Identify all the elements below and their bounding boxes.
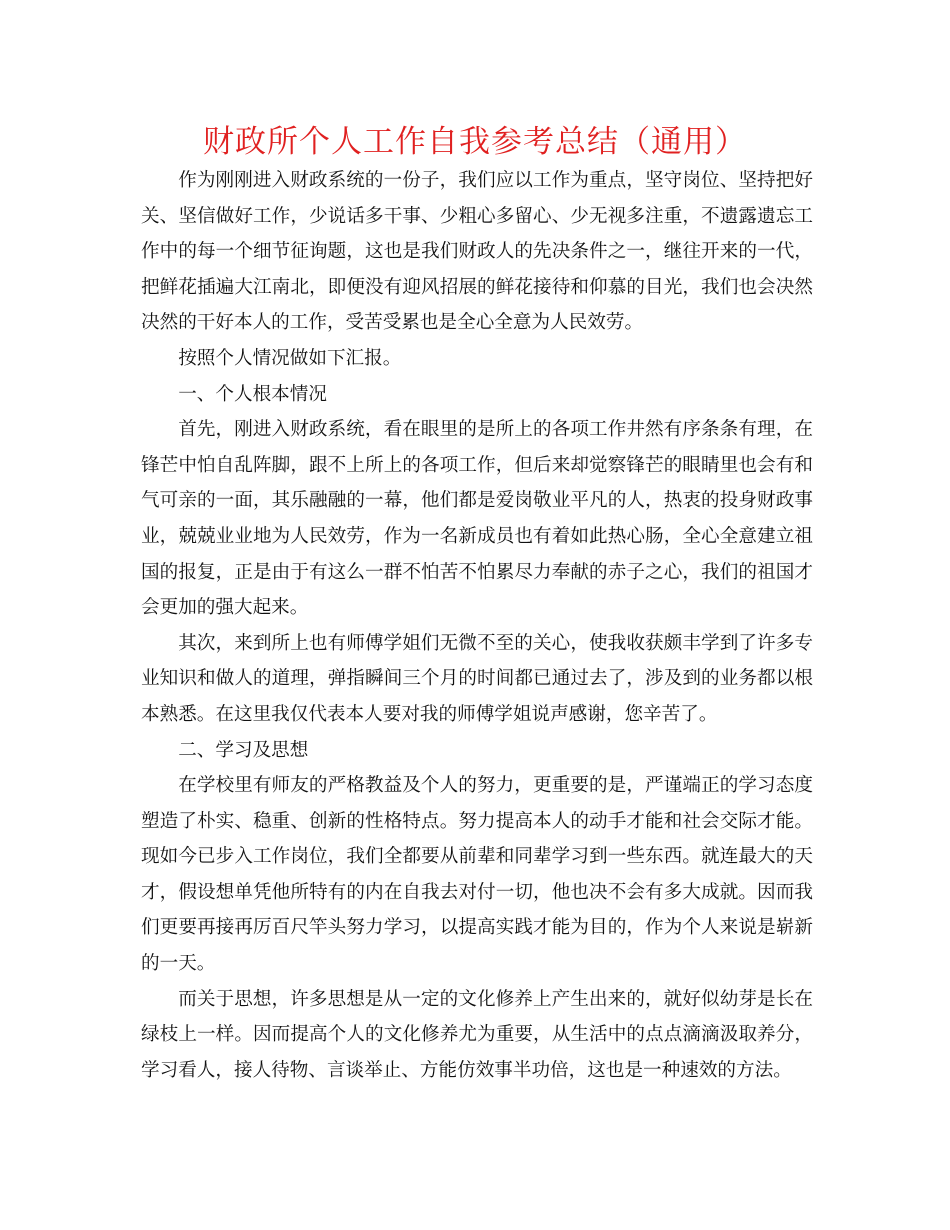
document-body — [141, 163, 813, 1088]
paragraph-report-lead: 按照个人情况做如下汇报。 — [178, 347, 402, 369]
section-heading-basic-info: 一、个人根本情况 — [178, 383, 327, 405]
document-title: 财政所个人工作自我参考总结（通用） — [203, 124, 747, 160]
paragraph-study: 在学校里有师友的严格教益及个人的努力，更重要的是，严谨端正的学习态度塑造了朴实、稳重、创新的性格特点。努力提高本人的动手才能和社会交际才能。现如今已步入工作岗位，我们全都要从前辈和同辈学习到一些东西。就连最大的天才，假设想单凭他所特有的内在自我去对付一切，他也决不会有多大成就。因而我们更要再接再厉百尺竿头努力学习，以提高实践才能为目的，作为个人来说是崭新的一天。 — [141, 775, 813, 975]
paragraph-thought: 而关于思想，许多思想是从一定的文化修养上产生出来的，就好似幼芽是长在绿枝上一样。因而提高个人的文化修养尤为重要，从生活中的点点滴滴汲取养分，学习看人，接人待物、言谈举止、方能仿效事半功倍，这也是一种速效的方法。 — [141, 988, 813, 1081]
paragraph-first: 首先，刚进入财政系统，看在眼里的是所上的各项工作井然有序条条有理，在锋芒中怕自乱阵脚，跟不上所上的各项工作，但后来却觉察锋芒的眼睛里也会有和气可亲的一面，其乐融融的一幕，他们都是爱岗敬业平凡的人，热衷的投身财政事业，兢兢业业地为人民效劳，作为一名新成员也有着如此热心肠，全心全意建立祖国的报复，正是由于有这么一群不怕苦不怕累尽力奉献的赤子之心，我们的祖国才会更加的强大起来。 — [141, 419, 813, 619]
paragraph-intro: 作为刚刚进入财政系统的一份子，我们应以工作为重点，坚守岗位、坚持把好关、坚信做好工作，少说话多干事、少粗心多留心、少无视多注重，不遗露遗忘工作中的每一个细节征询题，这也是我们财政人的先决条件之一，继往开来的一代，把鲜花插遍大江南北，即便没有迎风招展的鲜花接待和仰慕的目光，我们也会决然决然的干好本人的工作，受苦受累也是全心全意为人民效劳。 — [141, 170, 813, 334]
section-heading-study-thought: 二、学习及思想 — [178, 739, 309, 761]
paragraph-second: 其次，来到所上也有师傅学姐们无微不至的关心，使我收获颇丰学到了许多专业知识和做人的道理，弹指瞬间三个月的时间都已通过去了，涉及到的业务都以根本熟悉。在这里我仅代表本人要对我的师傅学姐说声感谢，您辛苦了。 — [141, 632, 813, 725]
